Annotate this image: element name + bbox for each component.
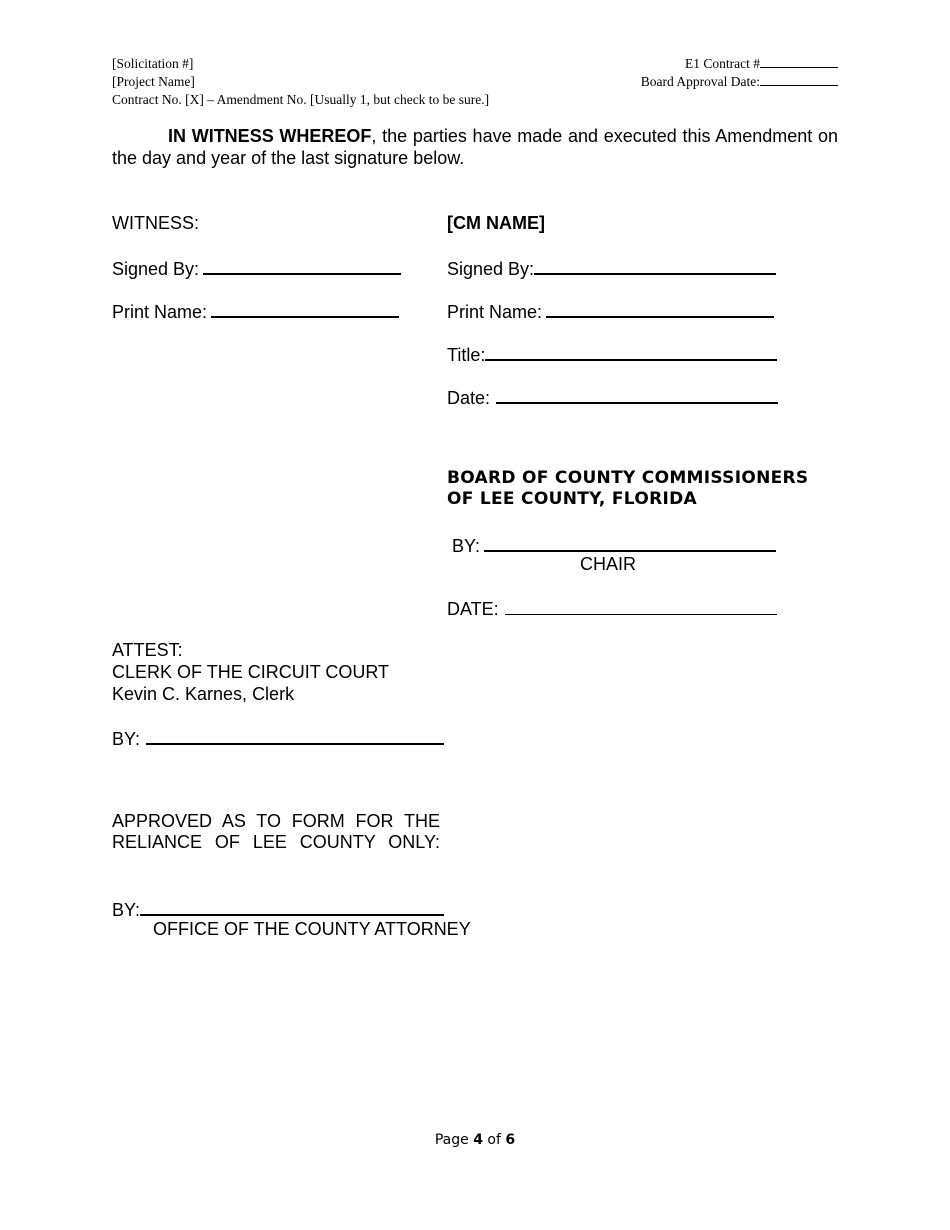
solicitation-number: [Solicitation #] [112, 56, 194, 71]
board-by-label: BY: [452, 536, 481, 556]
cm-signed-by-line[interactable] [534, 255, 776, 275]
attest-block [112, 639, 389, 705]
witness-heading: WITNESS: [112, 213, 200, 233]
cm-print-name-field [447, 298, 774, 323]
e1-contract-blank[interactable] [760, 55, 838, 68]
witness-print-name-label: Print Name: [112, 302, 208, 322]
approved-line1: APPROVED AS TO FORM FOR THE [112, 811, 440, 831]
witness-clause [112, 125, 838, 169]
cm-date-line[interactable] [496, 384, 778, 404]
cm-title-field [447, 341, 777, 366]
witness-print-name-line[interactable] [211, 298, 399, 318]
page-footer [0, 1132, 950, 1148]
cm-print-name-label: Print Name: [447, 302, 543, 322]
attest-by-label: BY: [112, 729, 141, 749]
contract-amendment-number: Contract No. [X] – Amendment No. [Usually 1, but check to be sure.] [112, 92, 490, 107]
attest-by-field [112, 725, 444, 750]
witness-clause-bold: IN WITNESS WHEREOF [168, 126, 372, 146]
witness-signed-by-field [112, 255, 401, 280]
board-approval-date-blank[interactable] [760, 73, 838, 86]
board-heading [447, 468, 808, 510]
board-heading-line1: BOARD OF COUNTY COMMISSIONERS [447, 468, 809, 488]
page-header-right [641, 55, 838, 91]
cm-print-name-line[interactable] [546, 298, 774, 318]
cm-date-field [447, 384, 778, 409]
witness-signed-by-label: Signed By: [112, 259, 200, 279]
attest-clerk-name: Kevin C. Karnes, Clerk [112, 684, 295, 704]
cm-signed-by-label: Signed By: [447, 259, 535, 279]
total-page-count: 6 [505, 1132, 516, 1148]
current-page-number: 4 [473, 1132, 483, 1148]
board-date-line[interactable] [505, 596, 777, 615]
witness-print-name-field [112, 298, 399, 323]
of-word: of [487, 1132, 501, 1148]
board-date-field [447, 596, 777, 620]
page-word: Page [434, 1132, 469, 1148]
board-chair-label: CHAIR [580, 554, 637, 574]
cm-signed-by-field [447, 255, 776, 280]
e1-contract-field: E1 Contract # [641, 55, 838, 73]
cm-title-label: Title: [447, 345, 486, 365]
witness-signed-by-line[interactable] [203, 255, 401, 275]
approved-by-label: BY: [112, 900, 141, 920]
approved-by-line[interactable] [140, 896, 444, 916]
attest-label: ATTEST: [112, 640, 183, 660]
cm-name-heading: [CM NAME] [447, 213, 545, 233]
board-date-label: DATE: [447, 599, 499, 619]
approved-line2: RELIANCE OF LEE COUNTY ONLY: [112, 832, 440, 852]
county-attorney-label: OFFICE OF THE COUNTY ATTORNEY [153, 919, 471, 939]
witness-clause-text: , the parties have made and executed this Amendment on the day and year of the last signature below. [112, 126, 839, 168]
attest-clerk-title: CLERK OF THE CIRCUIT COURT [112, 662, 390, 682]
page-header-left [112, 55, 489, 109]
cm-date-label: Date: [447, 388, 491, 408]
cm-title-line[interactable] [485, 341, 777, 361]
board-heading-line2: OF LEE COUNTY, FLORIDA [447, 489, 697, 509]
attest-by-line[interactable] [146, 725, 444, 745]
board-approval-date-field: Board Approval Date: [641, 73, 838, 91]
project-name: [Project Name] [112, 74, 195, 89]
board-by-line[interactable] [484, 532, 776, 552]
